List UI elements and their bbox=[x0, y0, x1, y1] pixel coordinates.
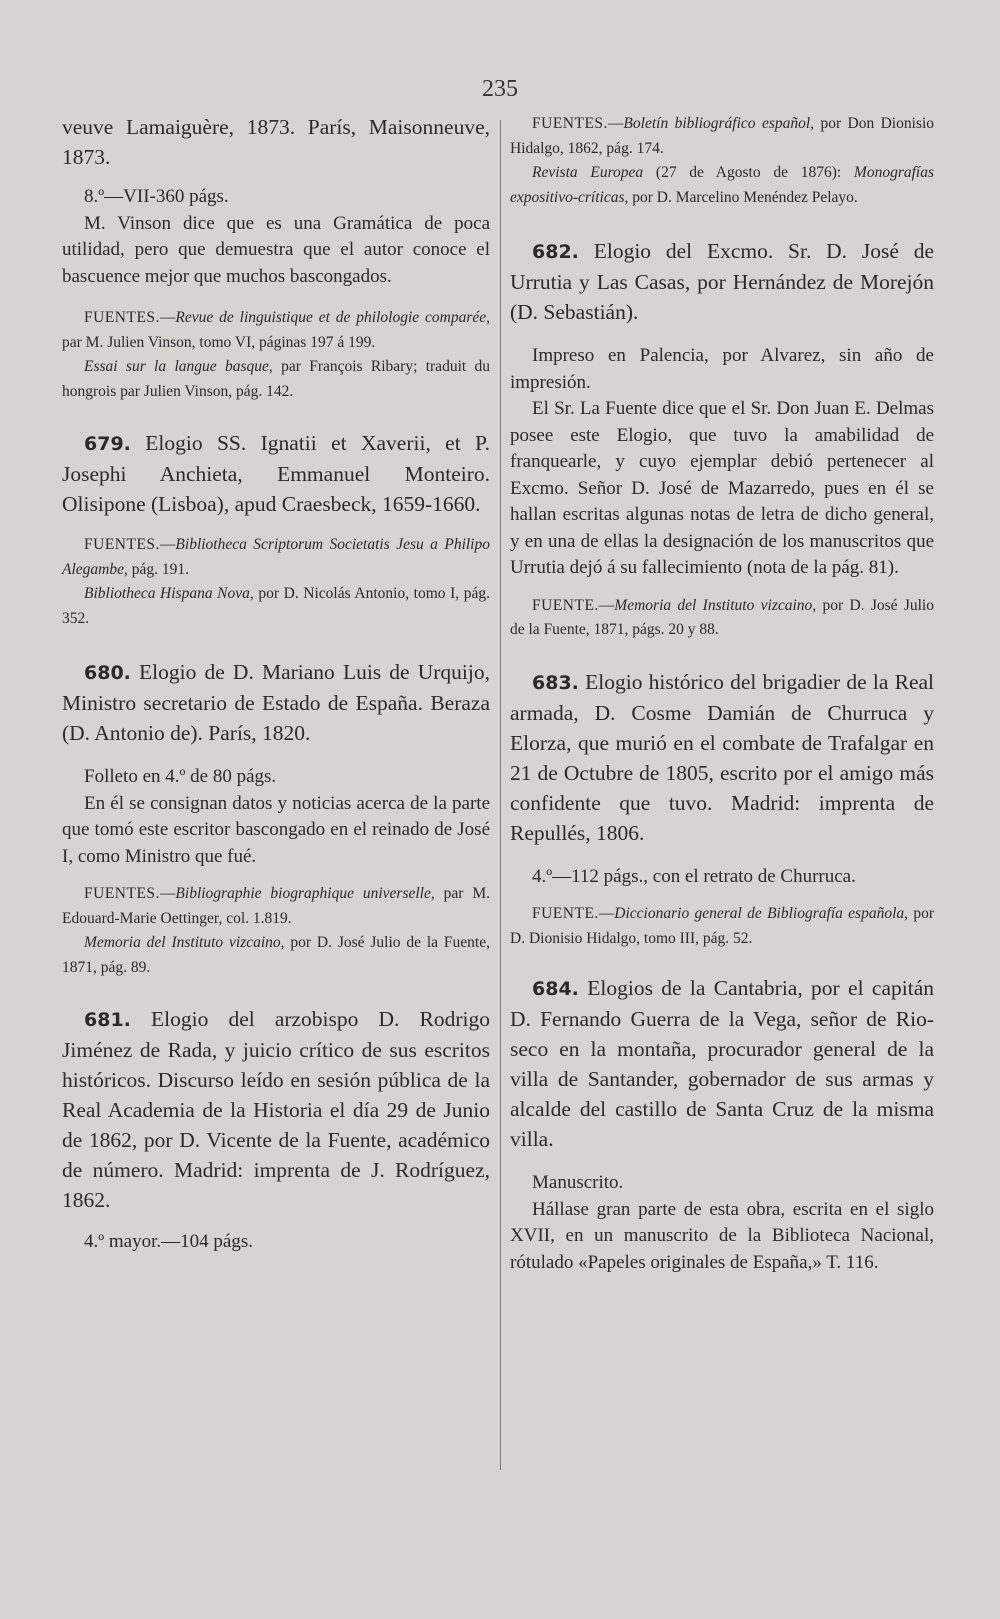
column-divider bbox=[500, 120, 501, 1470]
entry-number: 679. bbox=[84, 433, 131, 455]
entry-continuation-note: M. Vinson dice que es una Gramática de poca utilidad, pero que demuestra que el autor conoce el bascuence mejor que muchos bascongados. bbox=[62, 212, 490, 287]
source-citation: Essai sur la langue basque, par François Ribary; traduit du hongrois par Julien Vinson, pág. 142. bbox=[62, 358, 491, 400]
entry-number: 683. bbox=[532, 671, 579, 694]
source-citation: FUENTE.—Memoria del Instituto vizcaino, por D. José Julio de la Fuente, 1871, págs. 20 y 88. bbox=[510, 596, 934, 638]
entry-number: 682. bbox=[532, 241, 579, 263]
entry-683 bbox=[510, 667, 934, 848]
entry-title: Elogio del arzobispo D. Rodrigo Jiménez de Rada, y juicio crítico de sus escritos históricos. Discurso leído en sesión pública de la Real Academia de la Historia el día 29 de Junio de 1862, por D. Vicente de la Fuente, académico de número. Madrid: imprenta de J. Rodríguez, 1862. bbox=[62, 1007, 490, 1212]
entry-title: Elogios de la Cantabria, por el capitán D. Fernando Guerra de la Vega, señor de Rio-seco en la montaña, procurador general de la villa de Santander, gobernador de sus armas y alcalde del castillo de Santa Cruz de la misma villa. bbox=[510, 976, 934, 1151]
entry-format: 4.º—112 págs., con el retrato de Churruca. bbox=[532, 865, 856, 887]
entry-title: Elogio histórico del brigadier de la Real armada, D. Cosme Damián de Churruca y Elorza, que murió en el combate de Trafalgar en 21 de Octubre de 1805, escrito por el amigo más confidente que tuvo. Madrid: imprenta de Repullés, 1806. bbox=[510, 669, 934, 845]
entry-number: 681. bbox=[84, 1009, 131, 1031]
entry-format: Folleto en 4.º de 80 págs. bbox=[84, 766, 277, 787]
entry-note: Hállase gran parte de esta obra, escrita en el siglo XVII, en un manuscrito de la Biblioteca Nacional, rótulado «Papeles originales de España,» T. 116. bbox=[510, 1198, 934, 1273]
entry-continuation-format: 8.º—VII-360 págs. bbox=[84, 186, 229, 207]
entry-679 bbox=[62, 428, 490, 519]
left-column bbox=[62, 112, 490, 1256]
entry-title: Elogio de D. Mariano Luis de Urquijo, Ministro secretario de Estado de España. Beraza (D. Antonio de). París, 1820. bbox=[62, 660, 490, 745]
entry-684 bbox=[510, 973, 934, 1154]
source-citation: FUENTE.—Diccionario general de Bibliografía española, por D. Dionisio Hidalgo, tomo III, pág. 52. bbox=[510, 905, 934, 947]
entry-format: 4.º mayor.—104 págs. bbox=[84, 1231, 253, 1252]
entry-note: Manuscrito. bbox=[532, 1172, 624, 1193]
entry-note: En él se consignan datos y noticias acerca de la parte que tomó este escritor bascongado en el reinado de José I, como Ministro que fué. bbox=[62, 792, 490, 867]
source-citation: FUENTES.—Bibliographie biographique universelle, par M. Edouard-Marie Oettinger, col. 1.819. bbox=[62, 885, 490, 927]
page-number: 235 bbox=[482, 76, 518, 102]
entry-number: 680. bbox=[84, 662, 131, 684]
right-column bbox=[510, 112, 934, 1276]
source-citation: FUENTES.—Bibliotheca Scriptorum Societatis Jesu a Philipo Alegambe, pág. 191. bbox=[62, 536, 490, 578]
entry-title: Elogio SS. Ignatii et Xaverii, et P. Josephi Anchieta, Emmanuel Monteiro. Olisipone (Lisboa), apud Craesbeck, 1659-1660. bbox=[62, 431, 491, 516]
source-citation: Revista Europea (27 de Agosto de 1876): Monografías expositivo-críticas, por D. Marcelino Menéndez Pelayo. bbox=[510, 164, 934, 206]
entry-note: El Sr. La Fuente dice que el Sr. Don Juan E. Delmas posee este Elogio, que tuvo la amabilidad de franquearle, y cuyo ejemplar debió pertenecer al Excmo. Señor D. José de Mazarredo, pues en él se hallan escritas algunas notas de letra de dicho general, y en una de ellas la designación de los manuscritos que Urrutia dejó á su fallecimiento (nota de la pág. 81). bbox=[510, 398, 934, 578]
entry-title: Elogio del Excmo. Sr. D. José de Urrutia y Las Casas, por Hernández de Morejón (D. Sebastián). bbox=[510, 239, 935, 324]
entry-note: Impreso en Palencia, por Alvarez, sin año de impresión. bbox=[510, 345, 934, 393]
source-citation: Bibliotheca Hispana Nova, por D. Nicolás Antonio, tomo I, pág. 352. bbox=[62, 585, 491, 627]
source-citation: FUENTES.—Revue de linguistique et de philologie comparée, par M. Julien Vinson, tomo VI, páginas 197 á 199. bbox=[62, 309, 490, 351]
entry-682 bbox=[510, 236, 934, 327]
entry-continuation-title: veuve Lamaiguère, 1873. París, Maisonneuve, 1873. bbox=[62, 115, 490, 169]
entry-680 bbox=[62, 657, 490, 748]
source-citation: FUENTES.—Boletín bibliográfico español, por Don Dionisio Hidalgo, 1862, pág. 174. bbox=[510, 115, 935, 157]
source-citation: Memoria del Instituto vizcaino, por D. José Julio de la Fuente, 1871, pág. 89. bbox=[62, 934, 490, 976]
entry-number: 684. bbox=[532, 978, 579, 1000]
entry-681 bbox=[62, 1004, 490, 1215]
